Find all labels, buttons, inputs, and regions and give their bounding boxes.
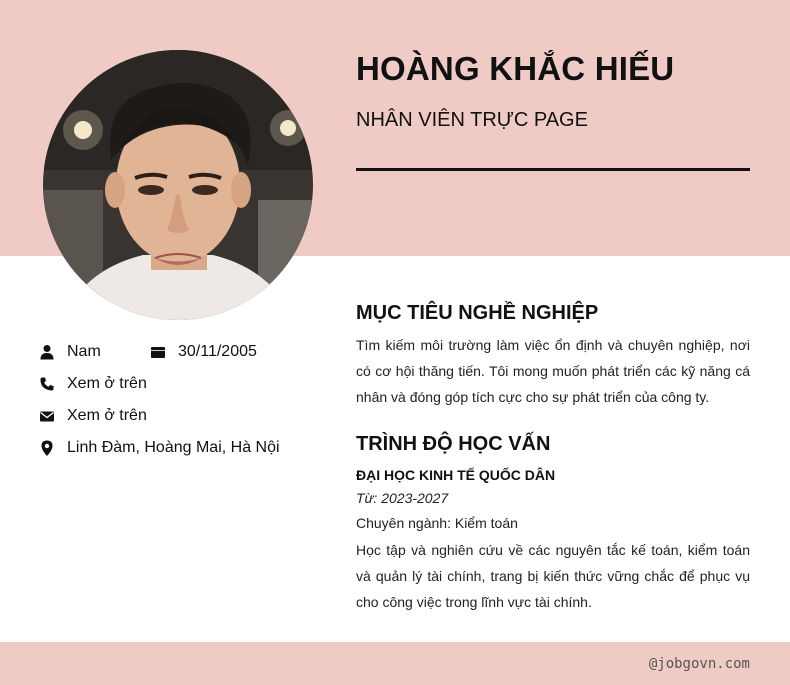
phone-icon (39, 376, 55, 392)
study-period: Từ: 2023-2027 (356, 490, 449, 506)
school-name: ĐẠI HỌC KINH TẾ QUỐC DÂN (356, 467, 556, 483)
major: Chuyên ngành: Kiểm toán (356, 515, 518, 531)
objective-text: Tìm kiếm môi trường làm việc ổn định và chuyên nghiệp, nơi có cơ hội thăng tiến. Tôi mong muốn phát triển các kỹ năng cá nhân và đóng góp tích cực cho sự phát triển của công ty. (356, 337, 750, 405)
title-divider (356, 168, 750, 171)
watermark: @jobgovn.com (648, 656, 750, 672)
map-pin-icon (39, 440, 55, 456)
birthday-value: 30/11/2005 (178, 343, 257, 360)
gender-value: Nam (67, 343, 101, 360)
objective-heading: MỤC TIÊU NGHỀ NGHIỆP (356, 302, 599, 324)
calendar-icon (150, 344, 166, 360)
gender-row (39, 343, 101, 361)
candidate-name: HOÀNG KHẮC HIẾU (356, 50, 675, 87)
email-row (39, 407, 147, 425)
email-value: Xem ở trên (67, 407, 147, 424)
avatar (43, 50, 313, 320)
address-row (39, 439, 280, 457)
address-value: Linh Đàm, Hoàng Mai, Hà Nội (67, 439, 280, 456)
education-description: Học tập và nghiên cứu về các nguyên tắc kế toán, kiểm toán và quản lý tài chính, trang bị kiến thức vững chắc để phục vụ cho công việc trong lĩnh vực tài chính. (356, 542, 750, 610)
education-heading: TRÌNH ĐỘ HỌC VẤN (356, 433, 551, 455)
job-title: NHÂN VIÊN TRỰC PAGE (356, 109, 588, 131)
birthday-row (150, 343, 257, 361)
envelope-icon (39, 408, 55, 424)
person-icon (39, 344, 55, 360)
phone-value: Xem ở trên (67, 375, 147, 392)
phone-row (39, 375, 147, 393)
